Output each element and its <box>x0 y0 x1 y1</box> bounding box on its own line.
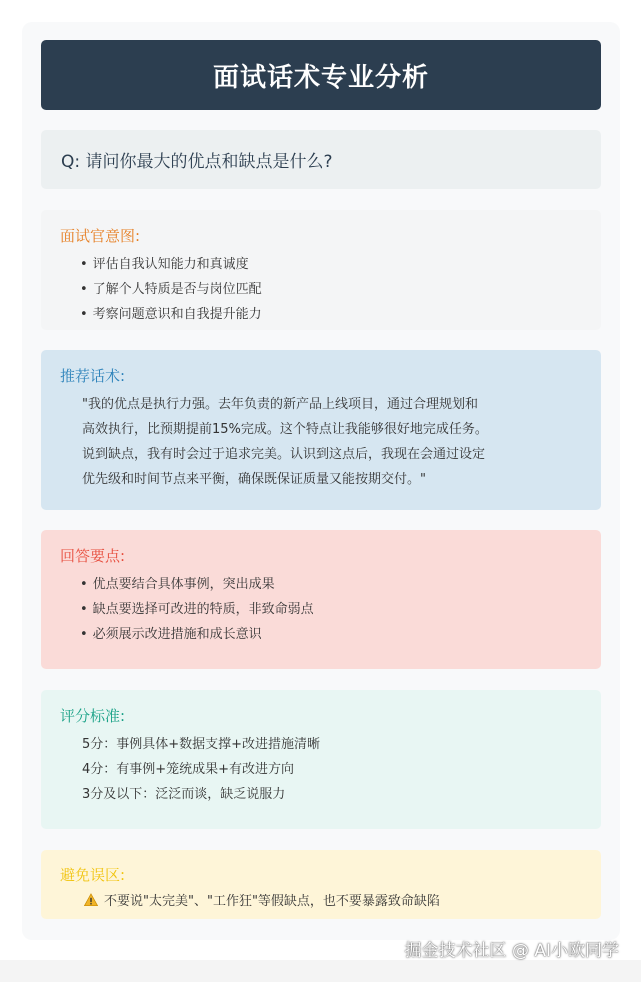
page-title: 面试话术专业分析 <box>212 62 429 93</box>
avoid-text: 不要说"太完美"、"工作狂"等假缺点，也不要暴露致命缺陷 <box>104 894 440 909</box>
scoring-section <box>41 690 601 829</box>
keypoints-list <box>80 572 314 647</box>
page-header <box>41 40 601 110</box>
intent-title: 面试官意图: <box>60 227 141 245</box>
question-box <box>41 130 601 189</box>
score-item: 5分：事例具体+数据支撑+改进措施清晰 <box>82 737 321 752</box>
keypoints-section <box>41 530 601 669</box>
script-line: 优先级和时间节点来平衡，确保既保证质量又能按期交付。" <box>82 472 426 487</box>
list-item: • 优点要结合具体事例，突出成果 <box>80 572 314 597</box>
keypoints-title: 回答要点: <box>60 547 126 565</box>
scoring-title: 评分标准: <box>60 707 126 725</box>
avoid-section <box>41 850 601 919</box>
avoid-title: 避免误区: <box>60 866 126 884</box>
avoid-row <box>84 890 440 909</box>
bottom-strip <box>0 960 641 982</box>
list-item: • 必须展示改进措施和成长意识 <box>80 622 314 647</box>
score-item: 4分：有事例+笼统成果+有改进方向 <box>82 762 295 777</box>
script-line: 说到缺点，我有时会过于追求完美。认识到这点后，我现在会通过设定 <box>82 447 486 462</box>
recommend-script <box>82 392 542 492</box>
recommend-title: 推荐话术: <box>60 367 126 385</box>
warning-icon <box>84 893 98 907</box>
scoring-list <box>82 732 320 807</box>
list-item: • 了解个人特质是否与岗位匹配 <box>80 277 262 302</box>
intent-section <box>41 210 601 330</box>
script-line: "我的优点是执行力强。去年负责的新产品上线项目，通过合理规划和 <box>82 397 478 412</box>
score-item: 3分及以下：泛泛而谈，缺乏说服力 <box>82 787 286 802</box>
question-text: Q: 请问你最大的优点和缺点是什么? <box>61 152 333 172</box>
recommend-section <box>41 350 601 510</box>
watermark: 掘金技术社区 @ AI小欧同学 <box>404 941 619 961</box>
intent-list <box>80 252 262 327</box>
list-item: • 考察问题意识和自我提升能力 <box>80 302 262 327</box>
list-item: • 缺点要选择可改进的特质，非致命弱点 <box>80 597 314 622</box>
list-item: • 评估自我认知能力和真诚度 <box>80 252 262 277</box>
script-line: 高效执行，比预期提前15%完成。这个特点让我能够很好地完成任务。 <box>82 422 488 437</box>
